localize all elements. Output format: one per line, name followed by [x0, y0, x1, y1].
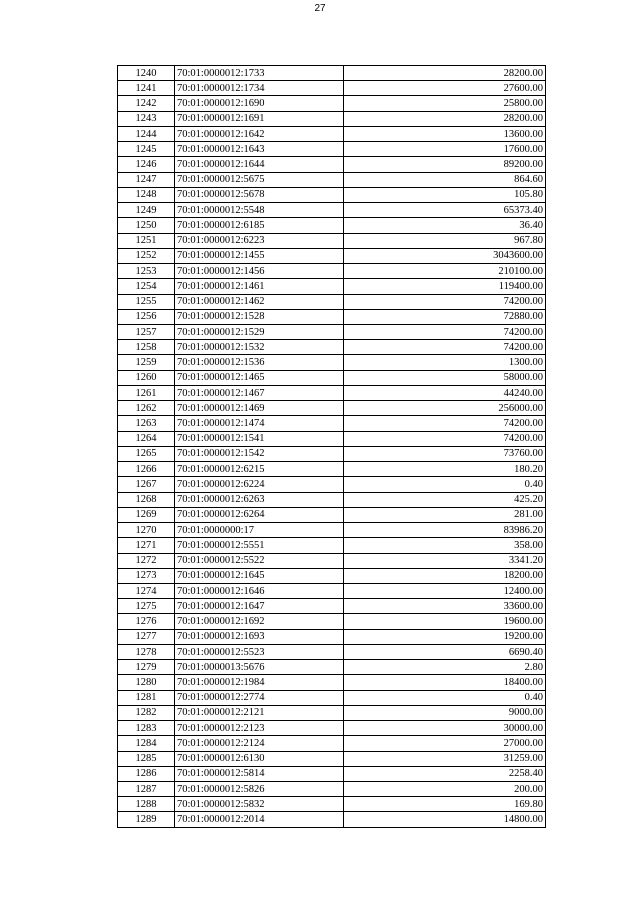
row-number-cell: 1285: [118, 751, 175, 766]
row-number-cell: 1261: [118, 385, 175, 400]
table-row: [118, 279, 546, 294]
cadastral-number-cell: 70:01:0000013:5676: [175, 660, 344, 675]
cadastral-number-cell: 70:01:0000012:1692: [175, 614, 344, 629]
row-number-cell: 1278: [118, 644, 175, 659]
table-row: [118, 340, 546, 355]
table-row: [118, 507, 546, 522]
cadastral-number-cell: 70:01:0000012:6223: [175, 233, 344, 248]
table-row: [118, 126, 546, 141]
cadastral-number-cell: 70:01:0000012:1642: [175, 126, 344, 141]
cadastral-number-cell: 70:01:0000012:6215: [175, 462, 344, 477]
cadastral-number-cell: 70:01:0000012:1465: [175, 370, 344, 385]
cadastral-number-cell: 70:01:0000012:5814: [175, 766, 344, 781]
row-number-cell: 1243: [118, 111, 175, 126]
cadastral-number-cell: 70:01:0000012:6130: [175, 751, 344, 766]
table-row: [118, 355, 546, 370]
cadastral-number-cell: 70:01:0000012:1474: [175, 416, 344, 431]
row-number-cell: 1258: [118, 340, 175, 355]
value-cell: 2.80: [344, 660, 546, 675]
row-number-cell: 1249: [118, 203, 175, 218]
table-row: [118, 401, 546, 416]
value-cell: 31259.00: [344, 751, 546, 766]
cadastral-number-cell: 70:01:0000012:2124: [175, 736, 344, 751]
value-cell: 19200.00: [344, 629, 546, 644]
cadastral-number-cell: 70:01:0000012:1467: [175, 385, 344, 400]
value-cell: 74200.00: [344, 431, 546, 446]
cadastral-number-cell: 70:01:0000012:5523: [175, 644, 344, 659]
table-row: [118, 690, 546, 705]
row-number-cell: 1272: [118, 553, 175, 568]
value-cell: 3043600.00: [344, 248, 546, 263]
row-number-cell: 1250: [118, 218, 175, 233]
row-number-cell: 1281: [118, 690, 175, 705]
value-cell: 58000.00: [344, 370, 546, 385]
cadastral-number-cell: 70:01:0000012:1644: [175, 157, 344, 172]
cadastral-number-cell: 70:01:0000012:1984: [175, 675, 344, 690]
value-cell: 210100.00: [344, 264, 546, 279]
cadastral-number-cell: 70:01:0000012:6263: [175, 492, 344, 507]
table-row: [118, 523, 546, 538]
table-row: [118, 614, 546, 629]
cadastral-number-cell: 70:01:0000012:2121: [175, 705, 344, 720]
cadastral-number-cell: 70:01:0000012:1462: [175, 294, 344, 309]
value-cell: 358.00: [344, 538, 546, 553]
cadastral-number-cell: 70:01:0000012:2774: [175, 690, 344, 705]
value-cell: 12400.00: [344, 583, 546, 598]
row-number-cell: 1256: [118, 309, 175, 324]
value-cell: 74200.00: [344, 416, 546, 431]
value-cell: 105.80: [344, 187, 546, 202]
value-cell: 25800.00: [344, 96, 546, 111]
row-number-cell: 1267: [118, 477, 175, 492]
table-row: [118, 599, 546, 614]
row-number-cell: 1240: [118, 66, 175, 81]
cadastral-number-cell: 70:01:0000000:17: [175, 523, 344, 538]
row-number-cell: 1263: [118, 416, 175, 431]
value-cell: 119400.00: [344, 279, 546, 294]
value-cell: 27600.00: [344, 81, 546, 96]
table-row: [118, 157, 546, 172]
value-cell: 74200.00: [344, 324, 546, 339]
row-number-cell: 1262: [118, 401, 175, 416]
cadastral-values-table: [117, 65, 546, 828]
value-cell: 19600.00: [344, 614, 546, 629]
row-number-cell: 1252: [118, 248, 175, 263]
row-number-cell: 1274: [118, 583, 175, 598]
value-cell: 0.40: [344, 690, 546, 705]
table-row: [118, 492, 546, 507]
value-cell: 256000.00: [344, 401, 546, 416]
table-row: [118, 142, 546, 157]
table-row: [118, 477, 546, 492]
table-row: [118, 751, 546, 766]
row-number-cell: 1268: [118, 492, 175, 507]
table-row: [118, 629, 546, 644]
row-number-cell: 1247: [118, 172, 175, 187]
cadastral-number-cell: 70:01:0000012:5548: [175, 203, 344, 218]
row-number-cell: 1279: [118, 660, 175, 675]
row-number-cell: 1259: [118, 355, 175, 370]
table-body: [118, 66, 546, 828]
row-number-cell: 1287: [118, 782, 175, 797]
value-cell: 36.40: [344, 218, 546, 233]
table-row: [118, 660, 546, 675]
value-cell: 18200.00: [344, 568, 546, 583]
cadastral-number-cell: 70:01:0000012:1643: [175, 142, 344, 157]
value-cell: 0.40: [344, 477, 546, 492]
table-row: [118, 294, 546, 309]
table-row: [118, 797, 546, 812]
table-row: [118, 233, 546, 248]
row-number-cell: 1280: [118, 675, 175, 690]
table-row: [118, 431, 546, 446]
cadastral-number-cell: 70:01:0000012:1542: [175, 446, 344, 461]
row-number-cell: 1241: [118, 81, 175, 96]
value-cell: 27000.00: [344, 736, 546, 751]
table-row: [118, 264, 546, 279]
value-cell: 2258.40: [344, 766, 546, 781]
table-row: [118, 583, 546, 598]
value-cell: 967.80: [344, 233, 546, 248]
value-cell: 74200.00: [344, 340, 546, 355]
row-number-cell: 1277: [118, 629, 175, 644]
table-row: [118, 385, 546, 400]
cadastral-number-cell: 70:01:0000012:1647: [175, 599, 344, 614]
value-cell: 72880.00: [344, 309, 546, 324]
table-row: [118, 96, 546, 111]
value-cell: 9000.00: [344, 705, 546, 720]
row-number-cell: 1271: [118, 538, 175, 553]
value-cell: 30000.00: [344, 721, 546, 736]
cadastral-number-cell: 70:01:0000012:1461: [175, 279, 344, 294]
table-row: [118, 446, 546, 461]
value-cell: 169.80: [344, 797, 546, 812]
table-row: [118, 721, 546, 736]
table-row: [118, 172, 546, 187]
value-cell: 864.60: [344, 172, 546, 187]
value-cell: 1300.00: [344, 355, 546, 370]
cadastral-number-cell: 70:01:0000012:5832: [175, 797, 344, 812]
table-row: [118, 370, 546, 385]
row-number-cell: 1254: [118, 279, 175, 294]
table-row: [118, 111, 546, 126]
row-number-cell: 1242: [118, 96, 175, 111]
cadastral-number-cell: 70:01:0000012:1646: [175, 583, 344, 598]
value-cell: 200.00: [344, 782, 546, 797]
value-cell: 28200.00: [344, 111, 546, 126]
value-cell: 281.00: [344, 507, 546, 522]
table-row: [118, 203, 546, 218]
cadastral-number-cell: 70:01:0000012:5678: [175, 187, 344, 202]
row-number-cell: 1246: [118, 157, 175, 172]
value-cell: 18400.00: [344, 675, 546, 690]
row-number-cell: 1264: [118, 431, 175, 446]
cadastral-number-cell: 70:01:0000012:6185: [175, 218, 344, 233]
row-number-cell: 1266: [118, 462, 175, 477]
cadastral-number-cell: 70:01:0000012:1691: [175, 111, 344, 126]
value-cell: 17600.00: [344, 142, 546, 157]
value-cell: 3341.20: [344, 553, 546, 568]
table-row: [118, 187, 546, 202]
table-row: [118, 309, 546, 324]
cadastral-number-cell: 70:01:0000012:1455: [175, 248, 344, 263]
value-cell: 65373.40: [344, 203, 546, 218]
cadastral-number-cell: 70:01:0000012:1469: [175, 401, 344, 416]
cadastral-number-cell: 70:01:0000012:5522: [175, 553, 344, 568]
cadastral-number-cell: 70:01:0000012:1529: [175, 324, 344, 339]
value-cell: 6690.40: [344, 644, 546, 659]
table-row: [118, 324, 546, 339]
row-number-cell: 1275: [118, 599, 175, 614]
cadastral-number-cell: 70:01:0000012:1536: [175, 355, 344, 370]
table-row: [118, 782, 546, 797]
cadastral-number-cell: 70:01:0000012:1733: [175, 66, 344, 81]
table-row: [118, 553, 546, 568]
table-row: [118, 568, 546, 583]
table-row: [118, 538, 546, 553]
cadastral-number-cell: 70:01:0000012:2014: [175, 812, 344, 827]
value-cell: 13600.00: [344, 126, 546, 141]
cadastral-number-cell: 70:01:0000012:1528: [175, 309, 344, 324]
row-number-cell: 1255: [118, 294, 175, 309]
row-number-cell: 1269: [118, 507, 175, 522]
cadastral-number-cell: 70:01:0000012:2123: [175, 721, 344, 736]
cadastral-number-cell: 70:01:0000012:5826: [175, 782, 344, 797]
row-number-cell: 1284: [118, 736, 175, 751]
table-row: [118, 736, 546, 751]
value-cell: 28200.00: [344, 66, 546, 81]
value-cell: 89200.00: [344, 157, 546, 172]
cadastral-number-cell: 70:01:0000012:1532: [175, 340, 344, 355]
row-number-cell: 1251: [118, 233, 175, 248]
table-row: [118, 248, 546, 263]
row-number-cell: 1244: [118, 126, 175, 141]
table-row: [118, 218, 546, 233]
table-row: [118, 462, 546, 477]
cadastral-number-cell: 70:01:0000012:6264: [175, 507, 344, 522]
cadastral-number-cell: 70:01:0000012:1734: [175, 81, 344, 96]
cadastral-number-cell: 70:01:0000012:1693: [175, 629, 344, 644]
value-cell: 44240.00: [344, 385, 546, 400]
row-number-cell: 1245: [118, 142, 175, 157]
row-number-cell: 1288: [118, 797, 175, 812]
row-number-cell: 1270: [118, 523, 175, 538]
table-row: [118, 766, 546, 781]
cadastral-number-cell: 70:01:0000012:5551: [175, 538, 344, 553]
row-number-cell: 1276: [118, 614, 175, 629]
table-row: [118, 644, 546, 659]
cadastral-number-cell: 70:01:0000012:1645: [175, 568, 344, 583]
value-cell: 14800.00: [344, 812, 546, 827]
table-row: [118, 416, 546, 431]
cadastral-number-cell: 70:01:0000012:6224: [175, 477, 344, 492]
value-cell: 180.20: [344, 462, 546, 477]
row-number-cell: 1265: [118, 446, 175, 461]
row-number-cell: 1283: [118, 721, 175, 736]
value-cell: 83986.20: [344, 523, 546, 538]
cadastral-number-cell: 70:01:0000012:5675: [175, 172, 344, 187]
table-row: [118, 66, 546, 81]
cadastral-number-cell: 70:01:0000012:1690: [175, 96, 344, 111]
row-number-cell: 1273: [118, 568, 175, 583]
row-number-cell: 1289: [118, 812, 175, 827]
table-row: [118, 705, 546, 720]
value-cell: 73760.00: [344, 446, 546, 461]
page-number: 27: [314, 3, 326, 14]
value-cell: 33600.00: [344, 599, 546, 614]
row-number-cell: 1257: [118, 324, 175, 339]
value-cell: 74200.00: [344, 294, 546, 309]
cadastral-number-cell: 70:01:0000012:1456: [175, 264, 344, 279]
value-cell: 425.20: [344, 492, 546, 507]
row-number-cell: 1248: [118, 187, 175, 202]
row-number-cell: 1253: [118, 264, 175, 279]
row-number-cell: 1286: [118, 766, 175, 781]
cadastral-number-cell: 70:01:0000012:1541: [175, 431, 344, 446]
table-row: [118, 812, 546, 827]
table-row: [118, 81, 546, 96]
row-number-cell: 1282: [118, 705, 175, 720]
row-number-cell: 1260: [118, 370, 175, 385]
table-row: [118, 675, 546, 690]
